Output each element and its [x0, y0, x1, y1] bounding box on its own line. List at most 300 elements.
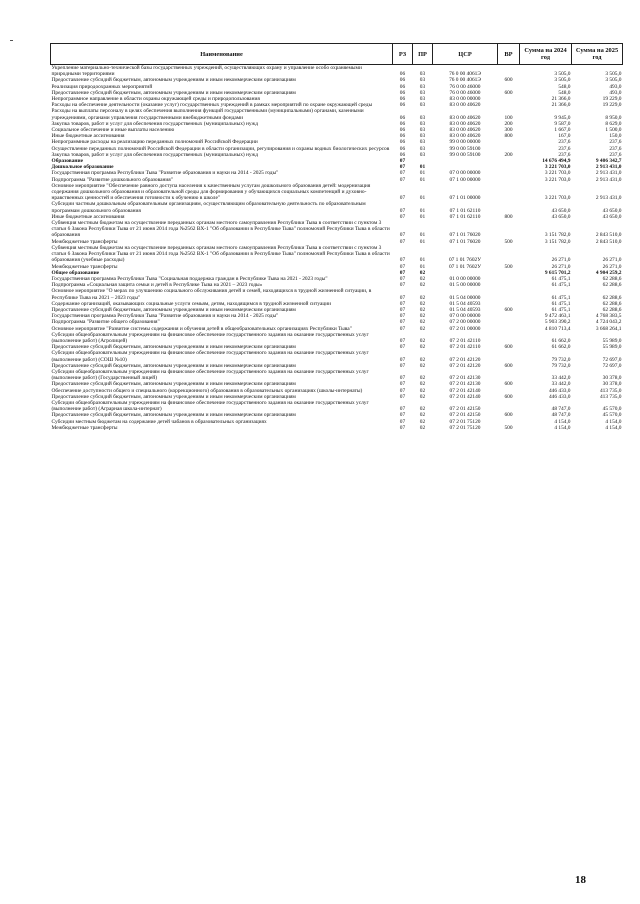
- row-name: Субсидии общеобразовательным учреждениям на финансовое обеспечение государственного задания на оказание государственных услуг (выполнение работ) (СОШ №10): [51, 350, 369, 363]
- row-sum-2024: 3 221 703,0: [544, 164, 571, 171]
- row-csr: 07 1 01 00000: [449, 195, 481, 202]
- row-sum-2025: 45 570,0: [602, 412, 622, 419]
- row-sum-2025: 1 500,0: [605, 127, 622, 134]
- header-sum-2025: Сумма на 2025 год: [572, 44, 623, 65]
- row-csr: 07 1 01 7602У: [448, 257, 482, 264]
- row-csr: 07 2 01 75120: [449, 424, 481, 431]
- row-rz: 07: [399, 257, 406, 264]
- row-sum-2024: 3 505,0: [554, 71, 571, 78]
- header-vr: ВР: [498, 44, 520, 65]
- row-name: Предоставление субсидий бюджетным, автономным учреждениям и иным некоммерческим организациям: [51, 412, 296, 419]
- row-sum-2024: 4 810 713,4: [544, 325, 571, 332]
- row-csr: 83 0 00 40620: [449, 102, 481, 109]
- row-pr: 02: [419, 306, 426, 313]
- row-pr: 01: [419, 195, 426, 202]
- row-sum-2025: 2 843 510,0: [595, 238, 622, 245]
- row-name: Субсидии местным бюджетам на содержание детей чабанов в образовательных организациях: [51, 418, 267, 425]
- row-sum-2025: 413 735,0: [599, 387, 622, 394]
- row-vr: [498, 288, 520, 300]
- row-sum-2024: 3 221 703,0: [544, 195, 571, 202]
- row-sum-2024: 61 475,1: [551, 282, 571, 289]
- row-vr: 300: [504, 127, 513, 134]
- row-rz: 07: [399, 418, 406, 425]
- table-row: [51, 65, 623, 78]
- row-pr: 02: [419, 275, 426, 282]
- row-sum-2024: 237,6: [558, 139, 571, 146]
- row-name: Подпрограмма "Развитие дошкольного образования": [51, 176, 173, 183]
- row-name: Межбюджетные трансферты: [51, 263, 118, 270]
- row-name: Закупка товаров, работ и услуг для обеспечения государственных (муниципальных) нужд: [51, 151, 259, 158]
- row-sum-2025: 19 229,0: [602, 102, 622, 109]
- table-header-row: [51, 44, 623, 65]
- table-row: [51, 332, 623, 344]
- table-row: [51, 369, 623, 381]
- row-vr: [498, 332, 520, 344]
- row-rz: 06: [399, 71, 406, 78]
- row-pr: 01: [419, 176, 426, 183]
- row-csr: 07 2 01 42130: [449, 375, 481, 382]
- row-name: Основное мероприятие "Обеспечение равного доступа населения к качественным услугам дошкольного образования детей: модернизация содержания дошкольного образования и образовательной среды для формирования у обучающихся социальных компетенций и духовно-нравственных ценностей и обеспечения готовности к обучению в школе": [51, 182, 371, 202]
- row-name: Предоставление субсидий бюджетным, автономным учреждениям и иным некоммерческим организациям: [51, 381, 296, 388]
- row-rz: 07: [399, 337, 406, 344]
- row-sum-2024: 237,6: [558, 151, 571, 158]
- row-csr: 07 0 00 00000: [449, 313, 481, 320]
- row-pr: 02: [419, 424, 426, 431]
- row-csr: 99 0 00 59100: [449, 145, 481, 152]
- row-sum-2025: 4 154,0: [605, 424, 622, 431]
- row-vr: [498, 400, 520, 412]
- row-rz: 07: [399, 306, 406, 313]
- row-vr: [498, 245, 520, 264]
- budget-table-container: [50, 43, 622, 431]
- row-name: Обеспечение доступности общего и специального (коррекционного) образования в образовательных организациях (школы-интернаты): [51, 387, 363, 394]
- row-sum-2025: 62 288,6: [602, 275, 622, 282]
- row-sum-2024: 3 221 703,0: [544, 176, 571, 183]
- row-name: Субсидии общеобразовательным учреждениям на финансовое обеспечение государственного задания на оказание государственных услуг (выполнение работ) (Государственный лицей): [51, 368, 369, 382]
- row-pr: 02: [419, 319, 426, 326]
- row-pr: 02: [419, 356, 426, 363]
- row-rz: 06: [399, 96, 406, 103]
- row-sum-2024: 5 903 390,2: [544, 319, 571, 326]
- row-pr: 01: [419, 170, 426, 177]
- row-pr: 01: [419, 164, 426, 171]
- header-name: Наименование: [51, 44, 393, 65]
- row-pr: 01: [419, 257, 426, 264]
- row-rz: 07: [399, 158, 406, 165]
- row-sum-2025: 45 570,0: [602, 406, 622, 413]
- row-name: Непрограммное направление в области охраны окружающей среды и природопользования: [51, 96, 260, 103]
- row-vr: 600: [504, 344, 513, 351]
- row-csr: 07 1 00 00000: [449, 176, 481, 183]
- row-pr: 03: [419, 96, 426, 103]
- row-rz: 07: [399, 356, 406, 363]
- row-csr: 07 1 01 76020: [449, 238, 481, 245]
- row-sum-2025: 2 913 431,0: [595, 170, 622, 177]
- row-csr: 99 0 00 59100: [449, 151, 481, 158]
- row-vr: 200: [504, 151, 513, 158]
- row-vr: 600: [504, 381, 513, 388]
- row-pr: 02: [419, 375, 426, 382]
- table-row: [51, 245, 623, 264]
- row-csr: 07 2 01 75120: [449, 418, 481, 425]
- row-name: Общее образование: [51, 269, 100, 276]
- table-row: [51, 183, 623, 202]
- row-csr: 83 0 00 40620: [449, 114, 481, 121]
- table-row: [51, 220, 623, 239]
- row-name: Предоставление субсидий бюджетным, автономным учреждениям и иным некоммерческим организациям: [51, 89, 296, 96]
- row-sum-2024: 167,0: [558, 133, 571, 140]
- table-row: [51, 400, 623, 412]
- row-csr: 83 0 00 40620: [449, 133, 481, 140]
- row-pr: 02: [419, 406, 426, 413]
- row-name: Предоставление субсидий бюджетным, автономным учреждениям и иным некоммерческим организациям: [51, 362, 296, 369]
- table-body: [51, 65, 623, 431]
- row-name: Непрограммные расходы на реализацию переданных полномочий Российской Федерации: [51, 139, 258, 146]
- row-sum-2024: 3 151 782,0: [544, 238, 571, 245]
- row-sum-2025: 55 989,0: [602, 337, 622, 344]
- row-name: Осуществление переданных полномочий Российской Федерации в области организации, регулирования и охраны водных биологических ресурсов: [51, 145, 390, 152]
- row-sum-2025: 4 768 383,5: [595, 313, 622, 320]
- row-name: Образование: [51, 158, 83, 165]
- row-pr: 03: [419, 83, 426, 90]
- row-csr: 99 0 00 00000: [449, 139, 481, 146]
- row-sum-2024: 21 366,0: [551, 102, 571, 109]
- row-csr: 07 2 01 42140: [449, 387, 481, 394]
- row-sum-2025: 493,0: [609, 83, 622, 90]
- header-rz: РЗ: [393, 44, 413, 65]
- row-csr: 76 0 00 4061Э: [449, 71, 481, 78]
- row-sum-2025: 3 505,0: [605, 77, 622, 84]
- row-name: Содержание организаций, оказывающих социальные услуги семьям, детям, находящимся в трудной жизненной ситуации: [51, 300, 331, 307]
- row-sum-2025: 72 697,0: [602, 362, 622, 369]
- row-vr: [498, 201, 520, 213]
- row-pr: 02: [419, 325, 426, 332]
- row-vr: [498, 183, 520, 202]
- row-sum-2024: 61 662,0: [551, 344, 571, 351]
- row-rz: 06: [399, 114, 406, 121]
- row-csr: 07 2 01 42110: [449, 344, 481, 351]
- row-sum-2025: 3 668 264,1: [595, 325, 622, 332]
- row-sum-2024: 9 472 463,1: [544, 313, 571, 320]
- row-pr: 02: [419, 387, 426, 394]
- row-csr: 07 1 01 62110: [449, 207, 481, 214]
- row-csr: 07 2 01 42120: [449, 356, 481, 363]
- row-rz: 07: [399, 238, 406, 245]
- row-sum-2025: 55 989,0: [602, 344, 622, 351]
- row-rz: 06: [399, 145, 406, 152]
- row-pr: 02: [419, 344, 426, 351]
- row-name: Межбюджетные трансферты: [51, 238, 118, 245]
- row-name: Субсидии общеобразовательным учреждениям на финансовое обеспечение государственного задания на оказание государственных услуг (выполнение работ) (Аграрная школа-интернат): [51, 399, 369, 413]
- row-pr: 01: [419, 232, 426, 239]
- row-vr: 800: [504, 133, 513, 140]
- budget-table: [50, 43, 623, 431]
- row-name: Закупка товаров, работ и услуг для обеспечения государственных (муниципальных) нужд: [51, 120, 259, 127]
- row-rz: 07: [399, 170, 406, 177]
- row-sum-2024: 48 747,0: [551, 412, 571, 419]
- row-pr: 01: [419, 263, 426, 270]
- row-sum-2024: 4 154,0: [554, 424, 571, 431]
- row-sum-2025: 237,6: [609, 145, 622, 152]
- row-sum-2025: 237,6: [609, 151, 622, 158]
- row-name: Иные бюджетные ассигнования: [51, 213, 125, 220]
- row-pr: 02: [419, 282, 426, 289]
- row-pr: 03: [419, 145, 426, 152]
- row-name: Основное мероприятие "О мерах по улучшению социального обслуживания детей и семей, находящихся в трудной жизненной ситуации, в Республике Тыва на 2021 – 2023 годы": [51, 288, 372, 301]
- header-csr: ЦСР: [433, 44, 498, 65]
- row-sum-2025: 8 629,0: [605, 120, 622, 127]
- row-sum-2025: 62 288,6: [602, 294, 622, 301]
- row-csr: 76 0 00 4061Э: [449, 77, 481, 84]
- row-rz: 07: [399, 269, 406, 276]
- row-sum-2025: 2 913 431,0: [595, 195, 622, 202]
- row-vr: [498, 220, 520, 239]
- row-rz: 07: [399, 263, 406, 270]
- row-sum-2025: 30 378,0: [602, 375, 622, 382]
- row-rz: 06: [399, 127, 406, 134]
- row-name: Реализация природоохранных мероприятий: [51, 83, 153, 90]
- row-sum-2024: 33 442,0: [551, 375, 571, 382]
- row-vr: [498, 350, 520, 362]
- row-csr: 07 2 01 42150: [449, 412, 481, 419]
- row-name: Субвенция местным бюджетам на осуществление переданных органам местного самоуправления Республики Тыва в соответствии с пунктом 3 статьи 6 Закона Республики Тыва от 21 июня 2014 года №2562 ВХ-1 "Об образовании в Республике Тыва" полномочий Республики Тыва в области образования: [51, 220, 390, 239]
- row-sum-2024: 3 151 782,0: [544, 232, 571, 239]
- row-rz: 07: [399, 207, 406, 214]
- row-rz: 07: [399, 294, 406, 301]
- row-sum-2025: 4 904 259,2: [595, 269, 622, 276]
- row-vr: 600: [504, 412, 513, 419]
- row-csr: 07 2 00 00000: [449, 319, 481, 326]
- row-sum-2025: 4 724 043,2: [595, 319, 622, 326]
- row-name: Субвенция местным бюджетам на осуществление переданных органам местного самоуправления Республики Тыва в соответствии с пунктом 3 статьи 6 Закона Республики Тыва от 21 июня 2014 года №2562 ВХ-1 "Об образовании в Республике Тыва" полномочий Республики Тыва в области образования (учебные расходы): [51, 244, 390, 264]
- row-rz: 07: [399, 282, 406, 289]
- row-csr: 07 2 01 00000: [449, 325, 481, 332]
- row-name: Иные бюджетные ассигнования: [51, 133, 125, 140]
- row-pr: 03: [419, 71, 426, 78]
- row-vr: [498, 65, 520, 78]
- row-sum-2024: 61 475,1: [551, 300, 571, 307]
- row-pr: 02: [419, 313, 426, 320]
- row-name: Государственная программа Республики Тыва "Развитие образования и науки на 2014 - 2025 годы": [51, 313, 279, 320]
- scan-mark: [10, 40, 13, 41]
- row-sum-2024: 43 650,0: [551, 207, 571, 214]
- row-name: Субсидии частным дошкольным образовательным организациям, осуществляющим образовательную деятельность по образовательным программам дошкольного образования: [51, 201, 366, 214]
- row-name: Расходы на обеспечение деятельности (оказание услуг) государственных учреждений в рамках мероприятий по охране окружающей среды: [51, 102, 373, 109]
- row-pr: 02: [419, 362, 426, 369]
- row-vr: 800: [504, 213, 513, 220]
- row-rz: 07: [399, 424, 406, 431]
- row-sum-2025: 30 378,0: [602, 381, 622, 388]
- row-sum-2024: 61 475,1: [551, 294, 571, 301]
- row-csr: 01 5 04 40593: [449, 306, 481, 313]
- row-sum-2025: 493,0: [609, 89, 622, 96]
- row-rz: 07: [399, 406, 406, 413]
- row-csr: 01 5 04 00000: [449, 294, 481, 301]
- row-vr: 100: [504, 114, 513, 121]
- row-csr: 07 2 01 42130: [449, 381, 481, 388]
- row-pr: 03: [419, 127, 426, 134]
- row-csr: 07 1 01 7602У: [448, 263, 482, 270]
- row-pr: 02: [419, 294, 426, 301]
- row-pr: 02: [419, 418, 426, 425]
- row-rz: 07: [399, 319, 406, 326]
- row-sum-2025: 9 406 342,7: [595, 158, 622, 165]
- row-sum-2024: 548,0: [558, 83, 571, 90]
- row-vr: 500: [504, 238, 513, 245]
- row-csr: 07 2 01 42150: [449, 406, 481, 413]
- row-rz: 06: [399, 77, 406, 84]
- row-sum-2025: 2 913 431,0: [595, 176, 622, 183]
- row-name: Государственная программа Республики Тыва "Развитие образования и науки на 2014 - 2025 годы": [51, 170, 279, 177]
- row-rz: 07: [399, 164, 406, 171]
- row-csr: 01 0 00 00000: [449, 275, 481, 282]
- row-vr: 600: [504, 393, 513, 400]
- row-pr: 02: [419, 412, 426, 419]
- table-row: [51, 288, 623, 300]
- row-name: Межбюджетные трансферты: [51, 424, 118, 431]
- row-sum-2024: 548,0: [558, 89, 571, 96]
- row-name: Укрепление материально-технической базы государственных учреждений, осуществляющих охрану и управление особо охраняемыми природными территориями: [51, 65, 362, 78]
- row-name: Дошкольное образование: [51, 164, 114, 171]
- row-sum-2024: 61 662,0: [551, 337, 571, 344]
- table-row: [51, 108, 623, 120]
- row-sum-2024: 1 667,0: [554, 127, 571, 134]
- row-sum-2024: 9 587,0: [554, 120, 571, 127]
- row-sum-2024: 79 732,0: [551, 362, 571, 369]
- row-sum-2024: 48 747,0: [551, 406, 571, 413]
- row-pr: 02: [419, 337, 426, 344]
- row-pr: 03: [419, 133, 426, 140]
- row-sum-2024: 237,6: [558, 145, 571, 152]
- row-sum-2025: 43 650,0: [602, 207, 622, 214]
- row-sum-2024: 9 945,0: [554, 114, 571, 121]
- row-sum-2024: 446 433,0: [548, 393, 571, 400]
- row-pr: 02: [419, 300, 426, 307]
- row-rz: 06: [399, 139, 406, 146]
- row-sum-2024: 21 366,0: [551, 96, 571, 103]
- row-vr: 500: [504, 263, 513, 270]
- row-sum-2024: 43 650,0: [551, 213, 571, 220]
- row-csr: 07 2 01 42110: [449, 337, 481, 344]
- row-rz: 07: [399, 387, 406, 394]
- row-sum-2024: 61 475,1: [551, 306, 571, 313]
- table-row: [51, 201, 623, 213]
- row-vr: [498, 369, 520, 381]
- row-csr: 83 0 00 40620: [449, 127, 481, 134]
- row-rz: 07: [399, 300, 406, 307]
- row-sum-2025: 62 288,6: [602, 282, 622, 289]
- row-sum-2025: 72 697,0: [602, 356, 622, 363]
- row-rz: 07: [399, 393, 406, 400]
- row-name: Предоставление субсидий бюджетным, автономным учреждениям и иным некоммерческим организациям: [51, 393, 296, 400]
- row-csr: 07 1 01 76020: [449, 232, 481, 239]
- row-sum-2025: 26 271,0: [602, 263, 622, 270]
- row-name: Предоставление субсидий бюджетным, автономным учреждениям и иным некоммерческим организациям: [51, 306, 296, 313]
- row-vr: 500: [504, 424, 513, 431]
- row-sum-2025: 2 913 431,0: [595, 164, 622, 171]
- row-sum-2025: 2 843 510,0: [595, 232, 622, 239]
- row-vr: 600: [504, 77, 513, 84]
- row-sum-2024: 26 271,0: [551, 257, 571, 264]
- row-rz: 07: [399, 344, 406, 351]
- row-name: Предоставление субсидий бюджетным, автономным учреждениям и иным некоммерческим организациям: [51, 77, 296, 84]
- row-sum-2024: 3 221 703,0: [544, 170, 571, 177]
- row-rz: 06: [399, 133, 406, 140]
- row-name: Социальное обеспечение и иные выплаты населению: [51, 127, 175, 134]
- row-sum-2025: 413 735,0: [599, 393, 622, 400]
- row-csr: 83 0 00 00000: [449, 96, 481, 103]
- row-name: Основное мероприятие "Развитие системы содержания и обучения детей в общеобразовательных организациях Республики Тыва": [51, 325, 352, 332]
- row-rz: 07: [399, 412, 406, 419]
- row-csr: 01 5 00 00000: [449, 282, 481, 289]
- row-pr: 03: [419, 151, 426, 158]
- row-rz: 07: [399, 232, 406, 239]
- row-pr: 03: [419, 114, 426, 121]
- row-sum-2024: 61 475,1: [551, 275, 571, 282]
- row-vr: 600: [504, 89, 513, 96]
- row-csr: 83 0 00 40620: [449, 120, 481, 127]
- row-sum-2025: 43 650,0: [602, 213, 622, 220]
- row-rz: 07: [399, 176, 406, 183]
- row-name: Предоставление субсидий бюджетным, автономным учреждениям и иным некоммерческим организациям: [51, 344, 296, 351]
- row-rz: 06: [399, 83, 406, 90]
- row-sum-2024: 79 732,0: [551, 356, 571, 363]
- row-sum-2025: 3 505,0: [605, 71, 622, 78]
- row-sum-2025: 62 288,6: [602, 300, 622, 307]
- row-sum-2025: 62 288,6: [602, 306, 622, 313]
- row-rz: 07: [399, 213, 406, 220]
- table-row: [51, 425, 623, 431]
- row-rz: 06: [399, 120, 406, 127]
- row-vr: 200: [504, 120, 513, 127]
- row-rz: 07: [399, 325, 406, 332]
- row-csr: 07 0 00 00000: [449, 170, 481, 177]
- row-pr: 03: [419, 89, 426, 96]
- row-sum-2024: 446 433,0: [548, 387, 571, 394]
- row-sum-2025: 8 950,0: [605, 114, 622, 121]
- row-vr: 600: [504, 306, 513, 313]
- row-name: Государственная программа Республики Тыва "Социальная поддержка граждан в Республике Тыва на 2021 - 2023 годы": [51, 275, 328, 282]
- row-sum-2025: 4 154,0: [605, 418, 622, 425]
- page-number: 18: [575, 874, 586, 886]
- row-name: Подпрограмма "Развитие общего образования": [51, 319, 160, 326]
- row-sum-2024: 26 271,0: [551, 263, 571, 270]
- row-pr: 01: [419, 238, 426, 245]
- row-sum-2024: 4 154,0: [554, 418, 571, 425]
- row-sum-2025: 237,6: [609, 139, 622, 146]
- row-rz: 07: [399, 375, 406, 382]
- row-sum-2024: 14 676 494,9: [542, 158, 571, 165]
- row-sum-2024: 3 505,0: [554, 77, 571, 84]
- row-rz: 07: [399, 275, 406, 282]
- row-pr: 03: [419, 139, 426, 146]
- row-pr: 02: [419, 381, 426, 388]
- row-sum-2025: 19 229,0: [602, 96, 622, 103]
- row-sum-2024: 9 615 701,2: [544, 269, 571, 276]
- row-csr: 07 2 01 42140: [449, 393, 481, 400]
- row-pr: 03: [419, 120, 426, 127]
- row-pr: 03: [419, 102, 426, 109]
- row-rz: 06: [399, 89, 406, 96]
- row-name: Расходы на выплаты персоналу в целях обеспечения выполнения функций государственными (муниципальными) органами, казенными учреждениями, органами управления государственными внебюджетными фондами: [51, 108, 364, 121]
- row-csr: 07 2 01 42120: [449, 362, 481, 369]
- row-csr: 76 0 00 46000: [449, 83, 481, 90]
- row-pr: 02: [419, 269, 426, 276]
- row-sum-2025: 26 271,0: [602, 257, 622, 264]
- table-row: [51, 350, 623, 362]
- row-pr: 01: [419, 213, 426, 220]
- row-pr: 02: [419, 393, 426, 400]
